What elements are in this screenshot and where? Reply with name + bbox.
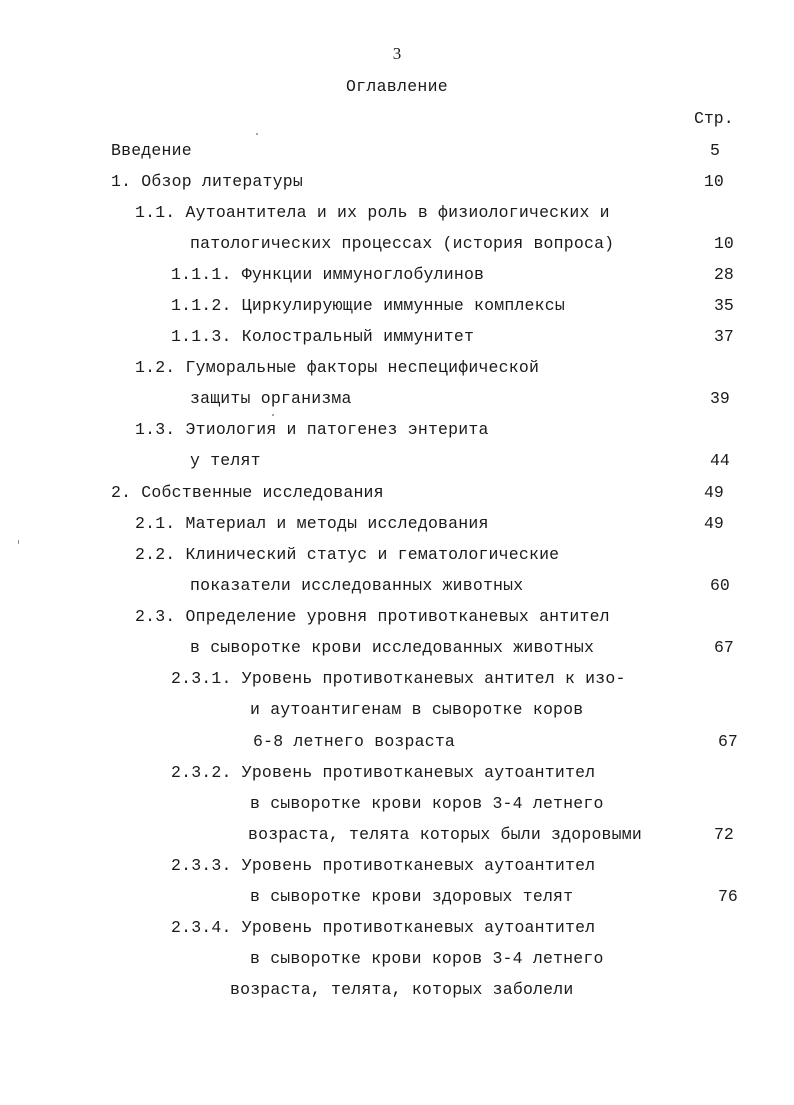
- toc-entry-title-continued: и аутоантигенам в сыворотке коров: [250, 700, 584, 719]
- toc-entry-page: 67: [718, 732, 738, 751]
- page-number: 3: [392, 44, 402, 63]
- toc-entry-title: 2.3.4. Уровень противотканевых аутоантител: [171, 918, 596, 937]
- scan-speck: [256, 133, 258, 135]
- toc-entry-title: 2.3.3. Уровень противотканевых аутоантител: [171, 856, 596, 875]
- toc-entry-title: 1. Обзор литературы: [111, 172, 303, 191]
- toc-entry-page: 72: [714, 825, 734, 844]
- toc-entry-page: 35: [714, 296, 734, 315]
- toc-entry-title: 1.1.1. Функции иммуноглобулинов: [171, 265, 485, 284]
- toc-entry-title: 1.3. Этиология и патогенез энтерита: [135, 420, 489, 439]
- toc-entry-title: Введение: [111, 141, 192, 160]
- page-column-header: Стр.: [694, 109, 734, 128]
- toc-entry-title: 1.1.2. Циркулирующие иммунные комплексы: [171, 296, 565, 315]
- toc-entry-title-continued: в сыворотке крови коров 3-4 летнего: [250, 794, 604, 813]
- toc-entry-title: 2.3.2. Уровень противотканевых аутоантител: [171, 763, 596, 782]
- toc-entry-title: 2.3.1. Уровень противотканевых антител к изо-: [171, 669, 626, 688]
- toc-entry-page: 44: [710, 451, 730, 470]
- toc-entry-page: 76: [718, 887, 738, 906]
- toc-entry-title: 1.1.3. Колостральный иммунитет: [171, 327, 475, 346]
- toc-entry-page: 10: [704, 172, 724, 191]
- toc-entry-title: 2.1. Материал и методы исследования: [135, 514, 489, 533]
- toc-entry-title: 2.2. Клинический статус и гематологические: [135, 545, 560, 564]
- toc-entry-title-continued: у телят: [190, 451, 261, 470]
- toc-entry-title-continued: возраста, телята, которых заболели: [230, 980, 574, 999]
- toc-entry-title-continued: 6-8 летнего возраста: [253, 732, 456, 751]
- toc-entry-title-continued: в сыворотке крови исследованных животных: [190, 638, 595, 657]
- toc-entry-title-continued: в сыворотке крови коров 3-4 летнего: [250, 949, 604, 968]
- scan-speck: [18, 540, 19, 544]
- toc-entry-title-continued: показатели исследованных животных: [190, 576, 524, 595]
- toc-entry-title-continued: в сыворотке крови здоровых телят: [250, 887, 574, 906]
- toc-entry-title: 2. Собственные исследования: [111, 483, 384, 502]
- toc-entry-page: 5: [710, 141, 720, 160]
- toc-entry-title: 1.2. Гуморальные факторы неспецифической: [135, 358, 540, 377]
- toc-entry-title: 1.1. Аутоантитела и их роль в физиологических и: [135, 203, 610, 222]
- toc-entry-page: 37: [714, 327, 734, 346]
- toc-entry-page: 39: [710, 389, 730, 408]
- toc-entry-title: 2.3. Определение уровня противотканевых антител: [135, 607, 610, 626]
- toc-entry-page: 49: [704, 483, 724, 502]
- scan-speck: [272, 414, 274, 416]
- toc-entry-page: 49: [704, 514, 724, 533]
- toc-entry-page: 28: [714, 265, 734, 284]
- toc-entry-title-continued: патологических процессах (история вопроса): [190, 234, 615, 253]
- toc-entry-page: 10: [714, 234, 734, 253]
- toc-entry-title-continued: возраста, телята которых были здоровыми: [248, 825, 642, 844]
- toc-entry-page: 67: [714, 638, 734, 657]
- toc-entry-title-continued: защиты организма: [190, 389, 352, 408]
- toc-title: Оглавление: [345, 77, 449, 96]
- toc-entry-page: 60: [710, 576, 730, 595]
